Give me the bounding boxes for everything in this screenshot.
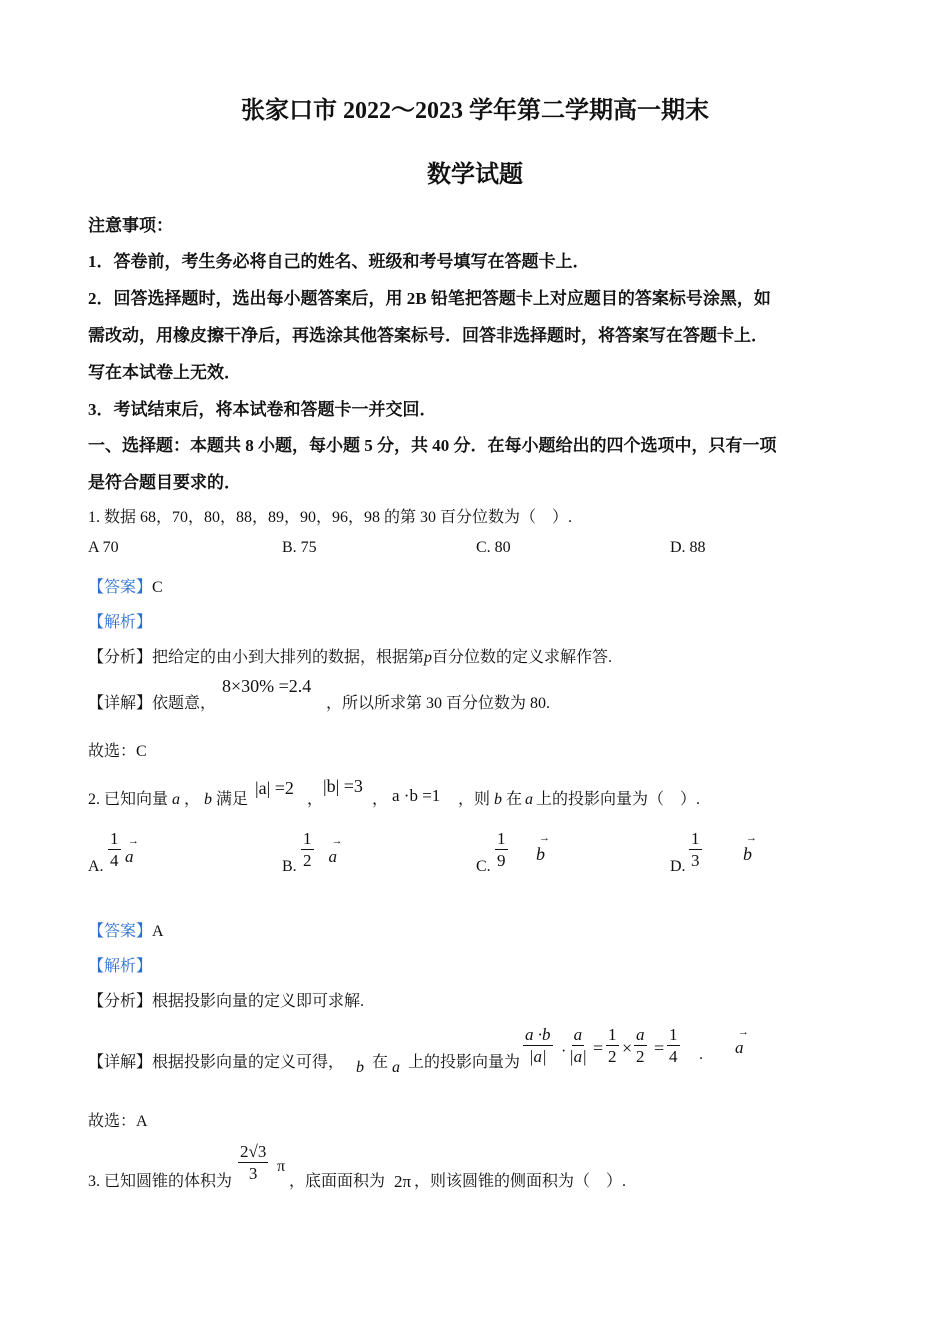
q1-option-c: C. 80 xyxy=(476,539,511,556)
q2-option-c-label: C. xyxy=(476,858,491,875)
q2-option-b-label: B. xyxy=(282,858,297,875)
frac-num: 2√3 xyxy=(240,1142,267,1161)
q2-option-c-fraction xyxy=(495,830,508,869)
q1-choose: 故选：C xyxy=(88,743,147,760)
q2-detail-eq-2: = xyxy=(654,1038,665,1058)
frac-num: 1 xyxy=(608,1025,617,1044)
q3-stem-post: ，则该圆锥的侧面积为（ ）. xyxy=(414,1173,627,1190)
vector-b: b xyxy=(494,791,503,808)
q2-option-a-vector: a → xyxy=(125,847,134,867)
q3-pi: π xyxy=(277,1158,286,1175)
q2-detail-fraction-1 xyxy=(523,1026,553,1065)
note-3: 3．考试结束后，将本试卷和答题卡一并交回． xyxy=(88,400,437,419)
q1-detail-formula: 8×30% =2.4 xyxy=(222,676,312,696)
q1-option-b: B. 75 xyxy=(282,539,317,556)
vector-a: a xyxy=(172,791,181,808)
q2-option-a-label: A. xyxy=(88,858,104,875)
answer-tag: 【答案】 xyxy=(88,579,153,596)
frac-num: a xyxy=(573,1025,583,1044)
exam-title: 张家口市 2022～2023 学年第二学期高一期末 xyxy=(241,98,709,124)
note-1: 1．答卷前，考生务必将自己的姓名、班级和考号填写在答题卡上． xyxy=(88,252,590,271)
q3-stem-pre: 3. 已知圆锥的体积为 xyxy=(88,1173,233,1190)
q2-option-b-vector: a → xyxy=(329,847,338,867)
frac-num: a xyxy=(636,1025,645,1044)
exam-subtitle: 数学试题 xyxy=(427,162,523,188)
frac-num: 1 xyxy=(691,829,700,848)
notes-heading: 注意事项： xyxy=(88,216,173,235)
frac-den: |a| xyxy=(528,1047,547,1066)
q2-detail-period: . xyxy=(699,1046,703,1063)
q1-detail-post: ，所以所求第 30 百分位数为 80. xyxy=(326,695,551,712)
q2-detail-dot: · xyxy=(561,1043,567,1060)
q2-detail-fraction-a2 xyxy=(634,1026,647,1065)
q2-stem-tail xyxy=(458,786,700,809)
q1-stem: 1. 数据 68，70，80，88，89，90，96，98 的第 30 百分位数为（ ）. xyxy=(88,509,573,526)
q2-detail-on: 在 xyxy=(372,1054,389,1071)
fenxi-tag: 【分析】 xyxy=(88,649,153,666)
q1-analysis-tag: 【解析】 xyxy=(88,614,153,631)
q2-comma-2: ， xyxy=(372,791,389,808)
q2-detail-fraction-quarter xyxy=(667,1026,680,1065)
frac-den: 3 xyxy=(248,1164,258,1183)
q2-detail-fraction-2 xyxy=(567,1026,589,1065)
answer-tag: 【答案】 xyxy=(88,923,153,940)
answer-value: C xyxy=(152,579,163,596)
frac-den: 2 xyxy=(636,1047,645,1066)
q2-abs-a: |a| =2 xyxy=(255,778,294,798)
stem-text: 2. 已知向量 xyxy=(88,791,169,808)
q1-option-d: D. 88 xyxy=(670,539,706,556)
q2-option-d-vector: b → xyxy=(743,844,752,865)
q2-detail-times: × xyxy=(622,1038,633,1058)
q2-analysis-tag: 【解析】 xyxy=(88,958,153,975)
q3-area: 2π xyxy=(394,1172,412,1191)
note-2-line1: 2．回答选择题时，选出每小题答案后，用 2B 铅笔把答题卡上对应题目的答案标号涂黑，如 xyxy=(88,289,771,308)
q1-fenxi xyxy=(88,644,612,667)
detail-text: 依题意， xyxy=(152,695,217,712)
q2-choose: 故选：A xyxy=(88,1113,148,1130)
q2-fenxi xyxy=(88,988,364,1011)
detail-text: 根据投影向量的定义可得， xyxy=(152,1054,345,1071)
q2-answer xyxy=(88,918,164,941)
answer-value: A xyxy=(152,923,164,940)
q2-detail-b: b xyxy=(356,1059,364,1076)
stem-then: ，则 xyxy=(458,791,491,808)
stem-post: 上的投影向量为（ ）. xyxy=(536,791,701,808)
fenxi-text: 根据投影向量的定义即可求解. xyxy=(152,993,365,1010)
frac-den: |a| xyxy=(569,1047,587,1066)
q2-detail-fraction-half xyxy=(606,1026,619,1065)
vector-b: b xyxy=(204,791,213,808)
q2-option-b-fraction xyxy=(301,830,314,869)
q1-answer xyxy=(88,574,163,597)
note-2-line2: 需改动，用橡皮擦干净后，再选涂其他答案标号．回答非选择题时，将答案写在答题卡上． xyxy=(88,326,768,345)
stem-on: 在 xyxy=(506,791,523,808)
q2-option-d-fraction xyxy=(689,830,702,869)
frac-num: 1 xyxy=(110,829,119,848)
q2-stem xyxy=(88,786,248,809)
vector-a: a xyxy=(525,791,534,808)
section-heading-line2: 是符合题目要求的． xyxy=(88,473,241,492)
q2-detail-mid: 上的投影向量为 xyxy=(408,1054,521,1071)
stem-cond: 满足 xyxy=(216,791,249,808)
q2-detail-a: a xyxy=(392,1059,400,1076)
frac-num: a ·b xyxy=(525,1025,551,1044)
fenxi-tag: 【分析】 xyxy=(88,993,153,1010)
stem-sep: ， xyxy=(184,791,201,808)
note-2-line3: 写在本试卷上无效． xyxy=(88,363,241,382)
frac-den: 3 xyxy=(691,851,700,870)
detail-tag: 【详解】 xyxy=(88,695,153,712)
q3-stem-mid: ，底面面积为 xyxy=(289,1173,386,1190)
frac-den: 2 xyxy=(303,851,312,870)
q2-option-d-label: D. xyxy=(670,858,686,875)
q1-option-a: A 70 xyxy=(88,539,119,556)
frac-den: 9 xyxy=(497,851,506,870)
q2-detail-result-vector: a → xyxy=(735,1038,744,1058)
q2-detail-eq-1: = xyxy=(593,1038,604,1058)
q2-option-c-vector: b → xyxy=(536,844,545,865)
q2-comma-1: ， xyxy=(307,791,324,808)
q2-dot-product: a ·b =1 xyxy=(392,786,441,805)
detail-tag: 【详解】 xyxy=(88,1054,153,1071)
q3-volume-fraction xyxy=(238,1143,268,1182)
fenxi-text-post: 百分位数的定义求解作答. xyxy=(432,649,613,666)
section-heading-line1: 一、选择题：本题共 8 小题，每小题 5 分，共 40 分．在每小题给出的四个选项中，只有一项 xyxy=(88,436,777,455)
frac-den: 4 xyxy=(669,1047,678,1066)
fenxi-p: p xyxy=(424,649,433,666)
frac-num: 1 xyxy=(669,1025,678,1044)
q1-detail xyxy=(88,690,216,713)
q2-option-a-fraction xyxy=(108,830,121,869)
frac-num: 1 xyxy=(497,829,506,848)
frac-num: 1 xyxy=(303,829,312,848)
q2-abs-b: |b| =3 xyxy=(323,776,363,796)
frac-den: 2 xyxy=(608,1047,617,1066)
fenxi-text: 把给定的由小到大排列的数据，根据第 xyxy=(152,649,425,666)
frac-den: 4 xyxy=(110,851,119,870)
q2-detail xyxy=(88,1049,344,1072)
